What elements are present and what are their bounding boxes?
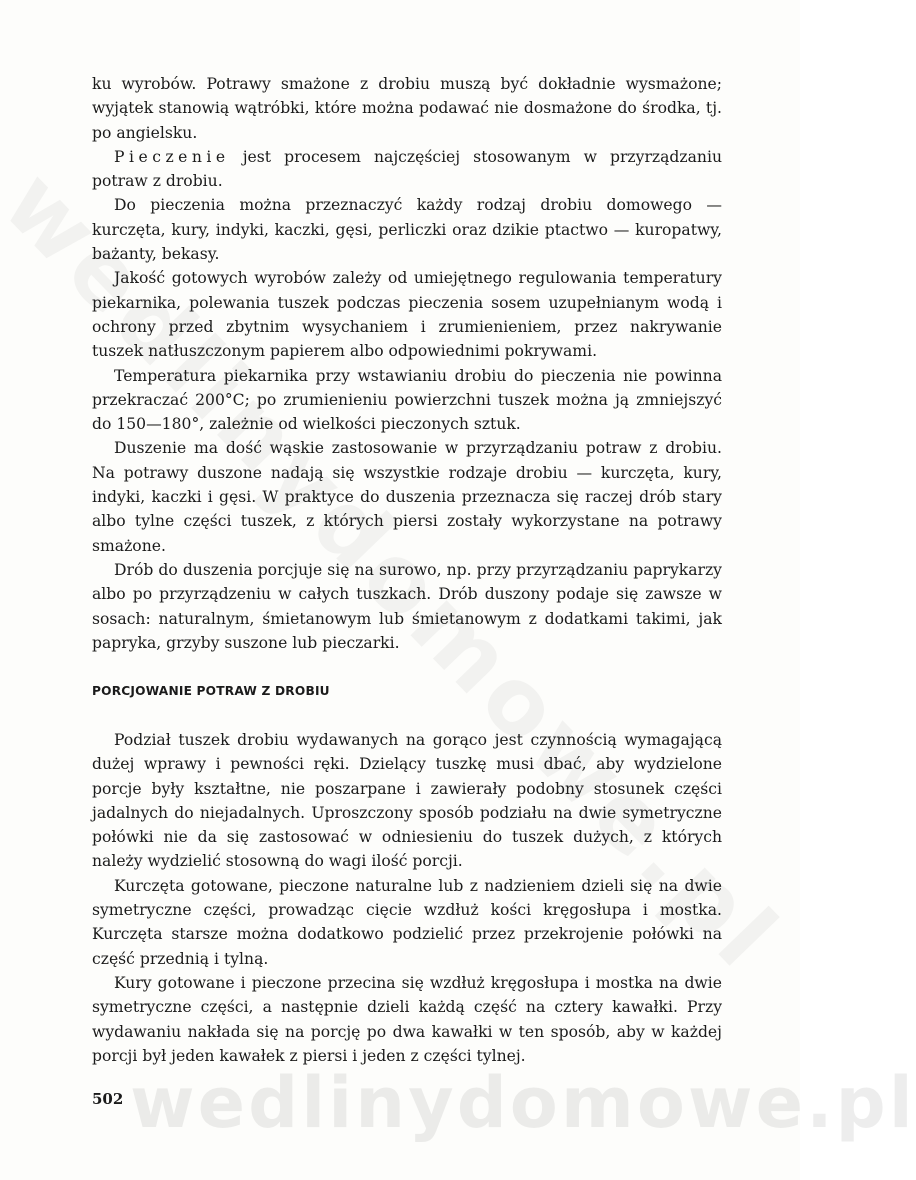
paragraph-stewing-portioning: Drób do duszenia porcjuje się na surowo, np. przy przyrządzaniu paprykarzy albo po przyrządzeniu w całych tuszkach. Drób duszony podaje się zawsze w sosach: naturalnym, śmietanowym lub śmietanowym z dodatkami takimi, jak papryka, grzyby suszone lub pieczarki.: [92, 560, 722, 652]
bottom-watermark: wedlinydomowe.pl: [130, 1062, 916, 1144]
paragraph-portioning-intro: Podział tuszek drobiu wydawanych na gorąco jest czynnością wymagającą dużej wprawy i pewności ręki. Dzielący tuszkę musi dbać, aby wydzielone porcje były kształtne, nie poszarpane i zawierały podobny stosunek części jadalnych do niejadalnych. Uproszczony sposób podziału na dwie symetryczne połówki nie da się zastosować w odniesieniu do tuszek dużych, z których należy wydzielić stosowną do wagi ilość porcji.: [92, 731, 722, 871]
paragraph-roasting-intro: [92, 145, 722, 194]
paragraph-stewing: Duszenie ma dość wąskie zastosowanie w przyrządzaniu potraw z drobiu. Na potrawy duszone nadają się wszystkie rodzaje drobiu — kurczęta, kury, indyki, kaczki i gęsi. W praktyce do duszenia przeznacza się raczej drób stary albo tylne części tuszek, z których piersi zostały wykorzystane na potrawy smażone.: [92, 439, 722, 555]
section-heading: PORCJOWANIE POTRAW Z DROBIU: [92, 684, 330, 698]
top-text-block: [92, 72, 722, 655]
paragraph-oven-temperature: Temperatura piekarnika przy wstawianiu drobiu do pieczenia nie powinna przekraczać 200°C; po zrumienieniu powierzchni tuszek można ją zmniejszyć do 150—180°, zależnie od wielkości pieczonych sztuk.: [92, 366, 722, 434]
paragraph-roasting-poultry-types: Do pieczenia można przeznaczyć każdy rodzaj drobiu domowego — kurczęta, kury, indyki, kaczki, gęsi, perliczki oraz dzikie ptactwo — kuropatwy, bażanty, bekasy.: [92, 196, 722, 264]
bottom-text-block: [92, 728, 722, 1068]
paragraph-hen-portioning: Kury gotowane i pieczone przecina się wzdłuż kręgosłupa i mostka na dwie symetryczne części, a następnie dzieli każdą część na cztery kawałki. Przy wydawaniu nakłada się na porcję po dwa kawałki w ten sposób, aby w każdej porcji był jeden kawałek z piersi i jeden z części tylnej.: [92, 973, 722, 1065]
roasting-intro-text: jest procesem najczęściej stosowanym w przyrządzaniu potraw z drobiu.: [92, 147, 722, 191]
roasting-term: Pieczenie: [114, 147, 230, 166]
page-number: 502: [92, 1090, 124, 1108]
paragraph-roasting-quality: Jakość gotowych wyrobów zależy od umiejętnego regulowania temperatury piekarnika, polewania tuszek podczas pieczenia sosem uzupełnianym wodą i ochrony przed zbytnim wysychaniem i zrumienieniem, przez nakrywanie tuszek natłuszczonym papierem albo odpowiednimi pokrywami.: [92, 269, 722, 361]
paragraph-frying-continuation: ku wyrobów. Potrawy smażone z drobiu muszą być dokładnie wysmażone; wyjątek stanowią wątróbki, które można podawać nie dosmażone do środka, tj. po angielsku.: [92, 75, 722, 142]
paragraph-chicken-portioning: Kurczęta gotowane, pieczone naturalne lub z nadzieniem dzieli się na dwie symetryczne części, prowadząc cięcie wzdłuż kości kręgosłupa i mostka. Kurczęta starsze można dodatkowo podzielić przez przekrojenie połówki na część przednią i tylną.: [92, 876, 722, 968]
